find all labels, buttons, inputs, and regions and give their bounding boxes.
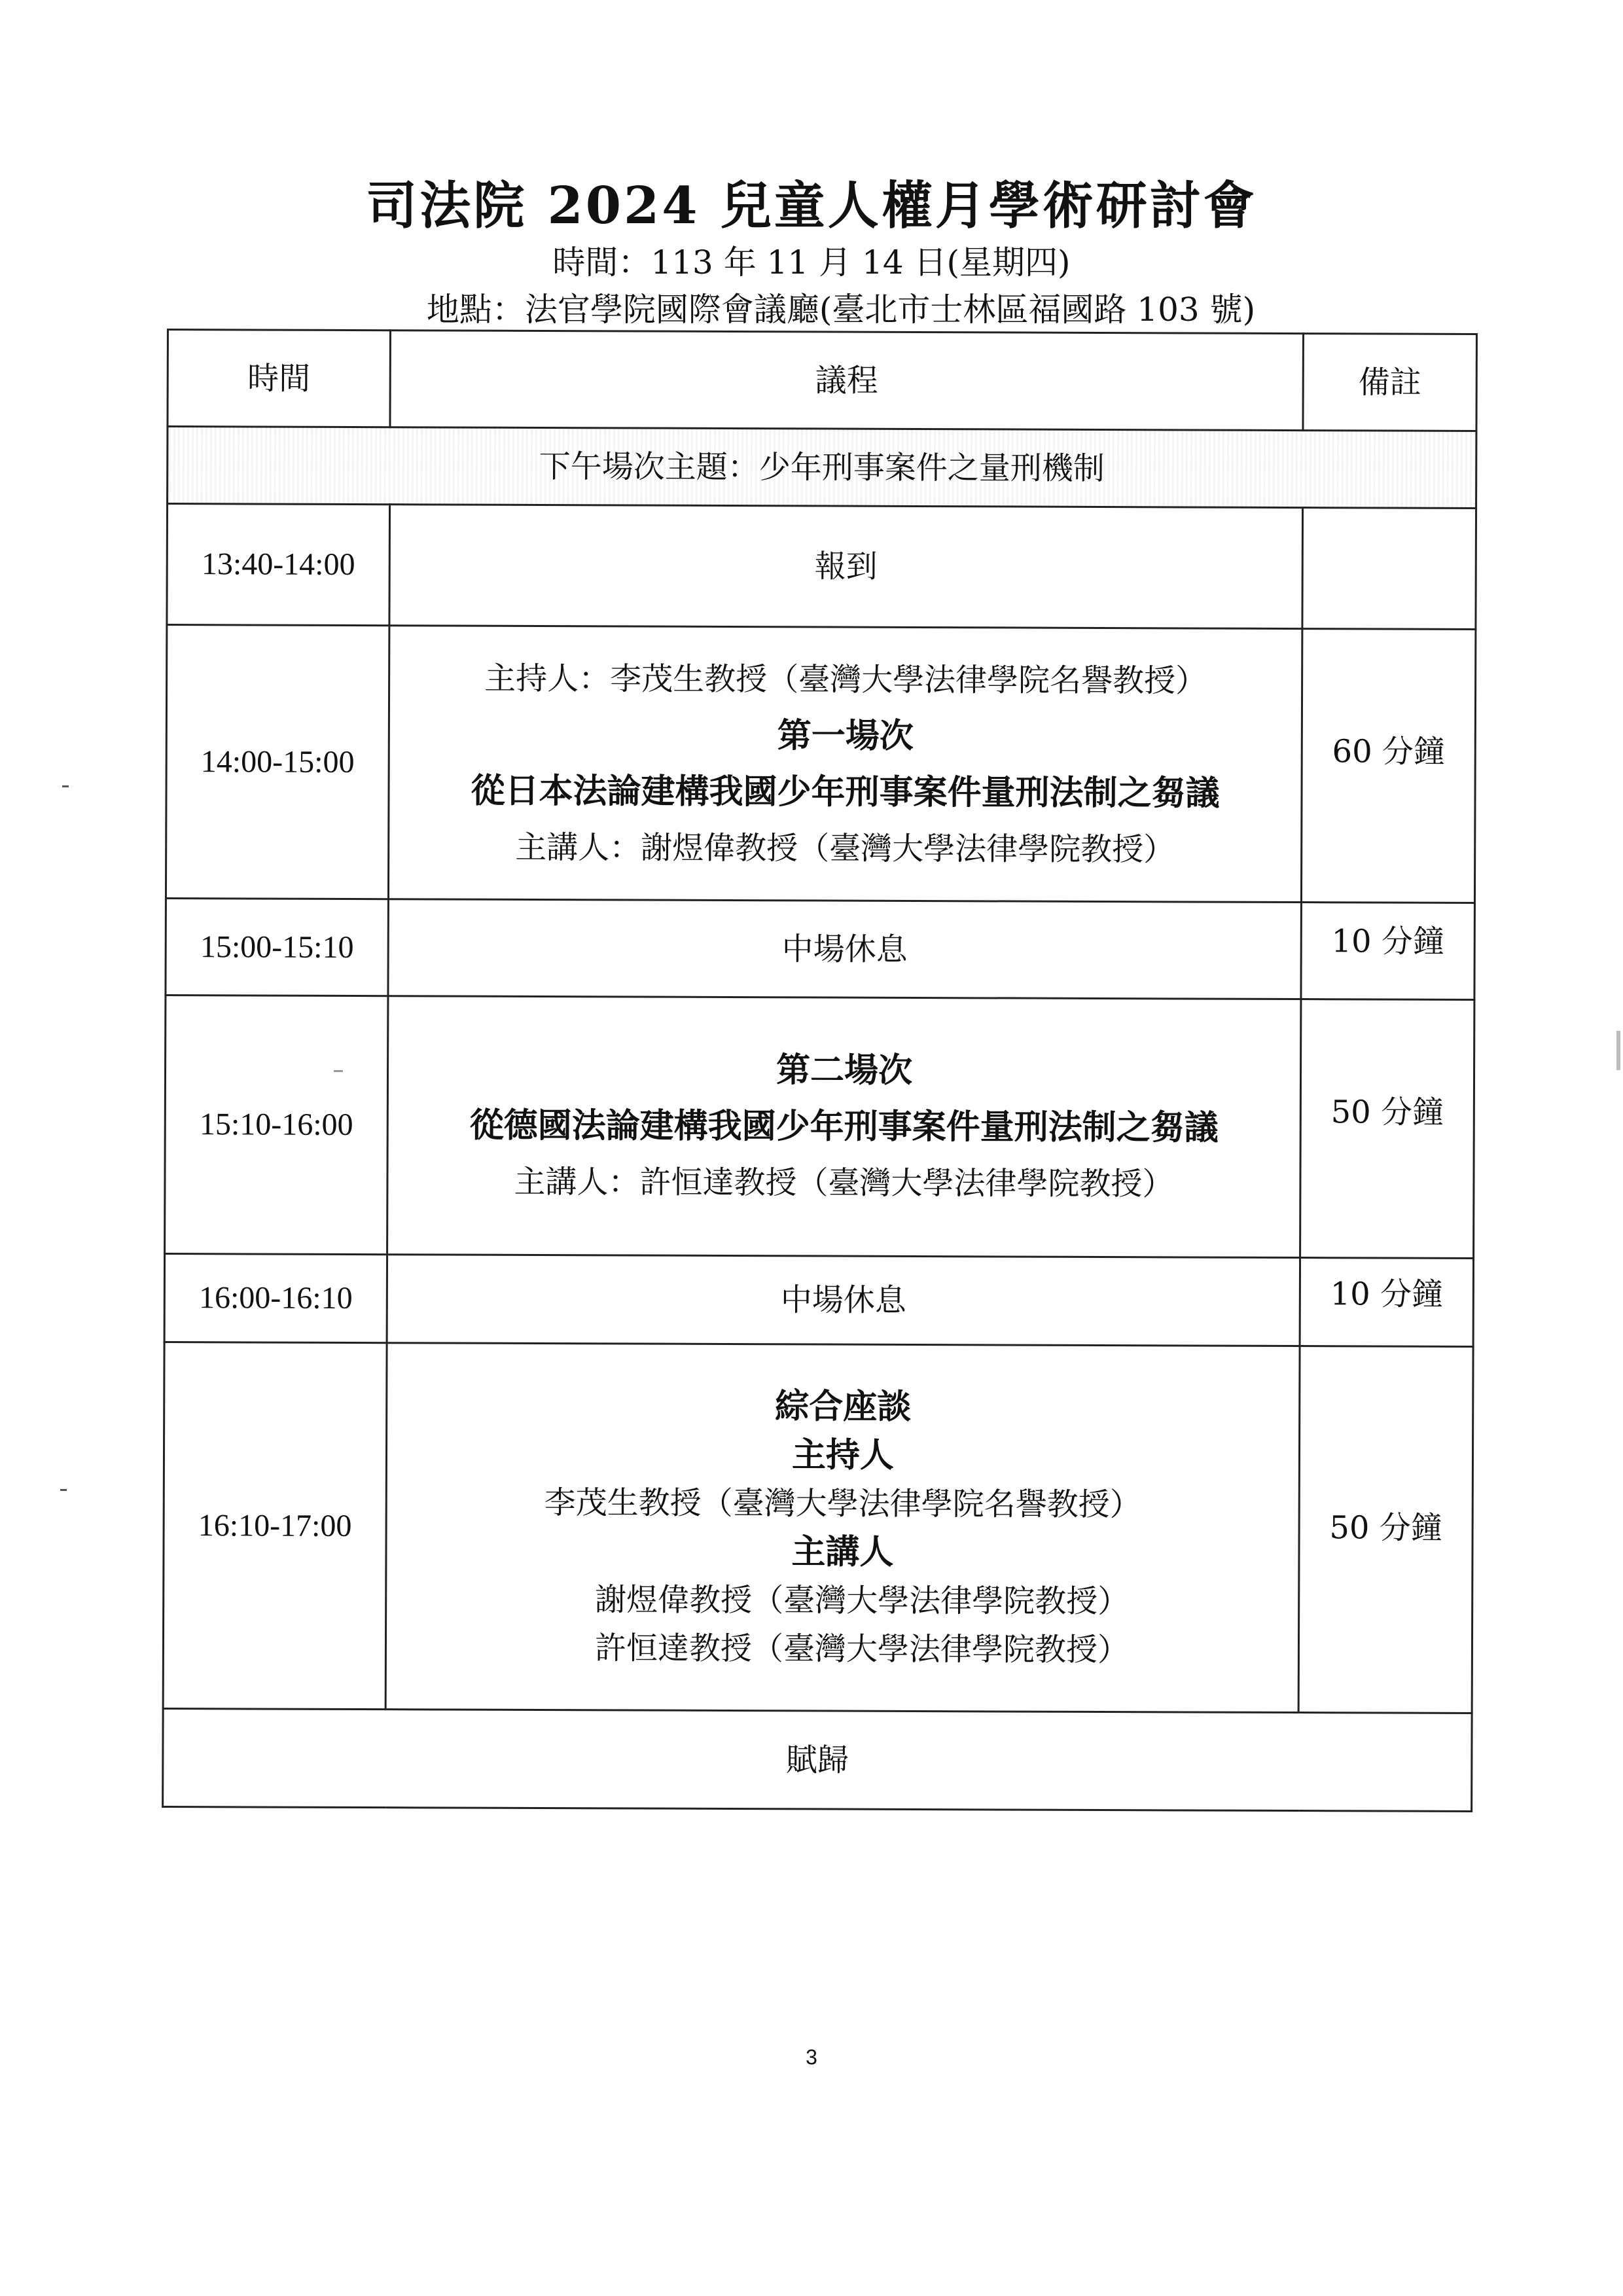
session-host: 主持人：李茂生教授（臺灣大學法律學院名譽教授） <box>484 660 1207 700</box>
session-topic: 從德國法論建構我國少年刑事案件量刑法制之芻議 <box>469 1105 1219 1148</box>
panel-host: 李茂生教授（臺灣大學法律學院名譽教授） <box>544 1484 1141 1523</box>
scan-speck <box>62 785 69 787</box>
scan-speck <box>60 1489 67 1491</box>
row-time: 16:00-16:10 <box>164 1253 387 1342</box>
closing-row <box>163 1708 1472 1811</box>
session-topic: 從日本法論建構我國少年刑事案件量刑法制之芻議 <box>471 770 1220 814</box>
column-header-agenda: 議程 <box>390 331 1304 431</box>
event-time: 時間：113 年 11 月 14 日(星期四) <box>552 243 1071 281</box>
row-time: 13:40-14:00 <box>167 504 390 626</box>
session-speaker: 主講人：許恒達教授（臺灣大學法律學院教授） <box>514 1163 1174 1203</box>
session-two-cell <box>387 996 1301 1258</box>
panel-discussion-cell <box>385 1343 1300 1713</box>
row-time: 16:10-17:00 <box>163 1342 387 1709</box>
row-note: 60 分鐘 <box>1301 629 1475 903</box>
table-row <box>167 504 1476 630</box>
table-row <box>163 1342 1473 1713</box>
panel-title: 綜合座談 <box>775 1386 912 1427</box>
table-row <box>166 625 1475 903</box>
scan-speck <box>334 1070 343 1072</box>
session-one-cell <box>388 626 1302 903</box>
row-title: 中場休息 <box>387 1255 1300 1346</box>
session-speaker: 主講人：謝煜偉教授（臺灣大學法律學院教授） <box>515 829 1175 868</box>
session-label: 第二場次 <box>776 1050 913 1090</box>
row-note: 50 分鐘 <box>1298 1346 1473 1713</box>
row-time: 15:00-15:10 <box>166 898 389 996</box>
column-header-note: 備註 <box>1303 334 1477 431</box>
row-title: 中場休息 <box>388 899 1302 999</box>
row-note: 10 分鐘 <box>1300 1258 1473 1347</box>
panel-host-label: 主持人 <box>791 1434 895 1475</box>
row-time: 14:00-15:00 <box>166 625 389 899</box>
document-title: 司法院 2024 兒童人權月學術研討會 <box>366 176 1257 236</box>
table-row <box>164 1253 1473 1346</box>
table-header-row <box>168 330 1477 431</box>
panel-speakers-label: 主講人 <box>791 1531 894 1572</box>
session-label: 第一場次 <box>777 715 914 756</box>
panel-speaker: 謝煜偉教授（臺灣大學法律學院教授） <box>595 1581 1130 1620</box>
table-row <box>166 898 1475 999</box>
scan-speck <box>1616 1031 1620 1070</box>
page-number: 3 <box>806 2045 817 2069</box>
panel-speaker: 許恒達教授（臺灣大學法律學院教授） <box>594 1629 1130 1668</box>
table-row <box>165 995 1474 1258</box>
row-title: 報到 <box>389 505 1303 629</box>
column-header-time: 時間 <box>168 330 391 427</box>
agenda-table <box>162 329 1478 1812</box>
event-location: 地點：法官學院國際會議廳(臺北市士林區福國路 103 號) <box>426 291 1256 329</box>
row-note: 50 分鐘 <box>1300 999 1474 1259</box>
row-note: 10 分鐘 <box>1301 903 1475 1000</box>
closing-text: 賦歸 <box>163 1708 1472 1811</box>
row-time: 15:10-16:00 <box>165 995 388 1254</box>
session-theme: 下午場次主題：少年刑事案件之量刑機制 <box>168 427 1476 509</box>
row-note <box>1302 508 1476 630</box>
theme-row <box>168 427 1476 509</box>
